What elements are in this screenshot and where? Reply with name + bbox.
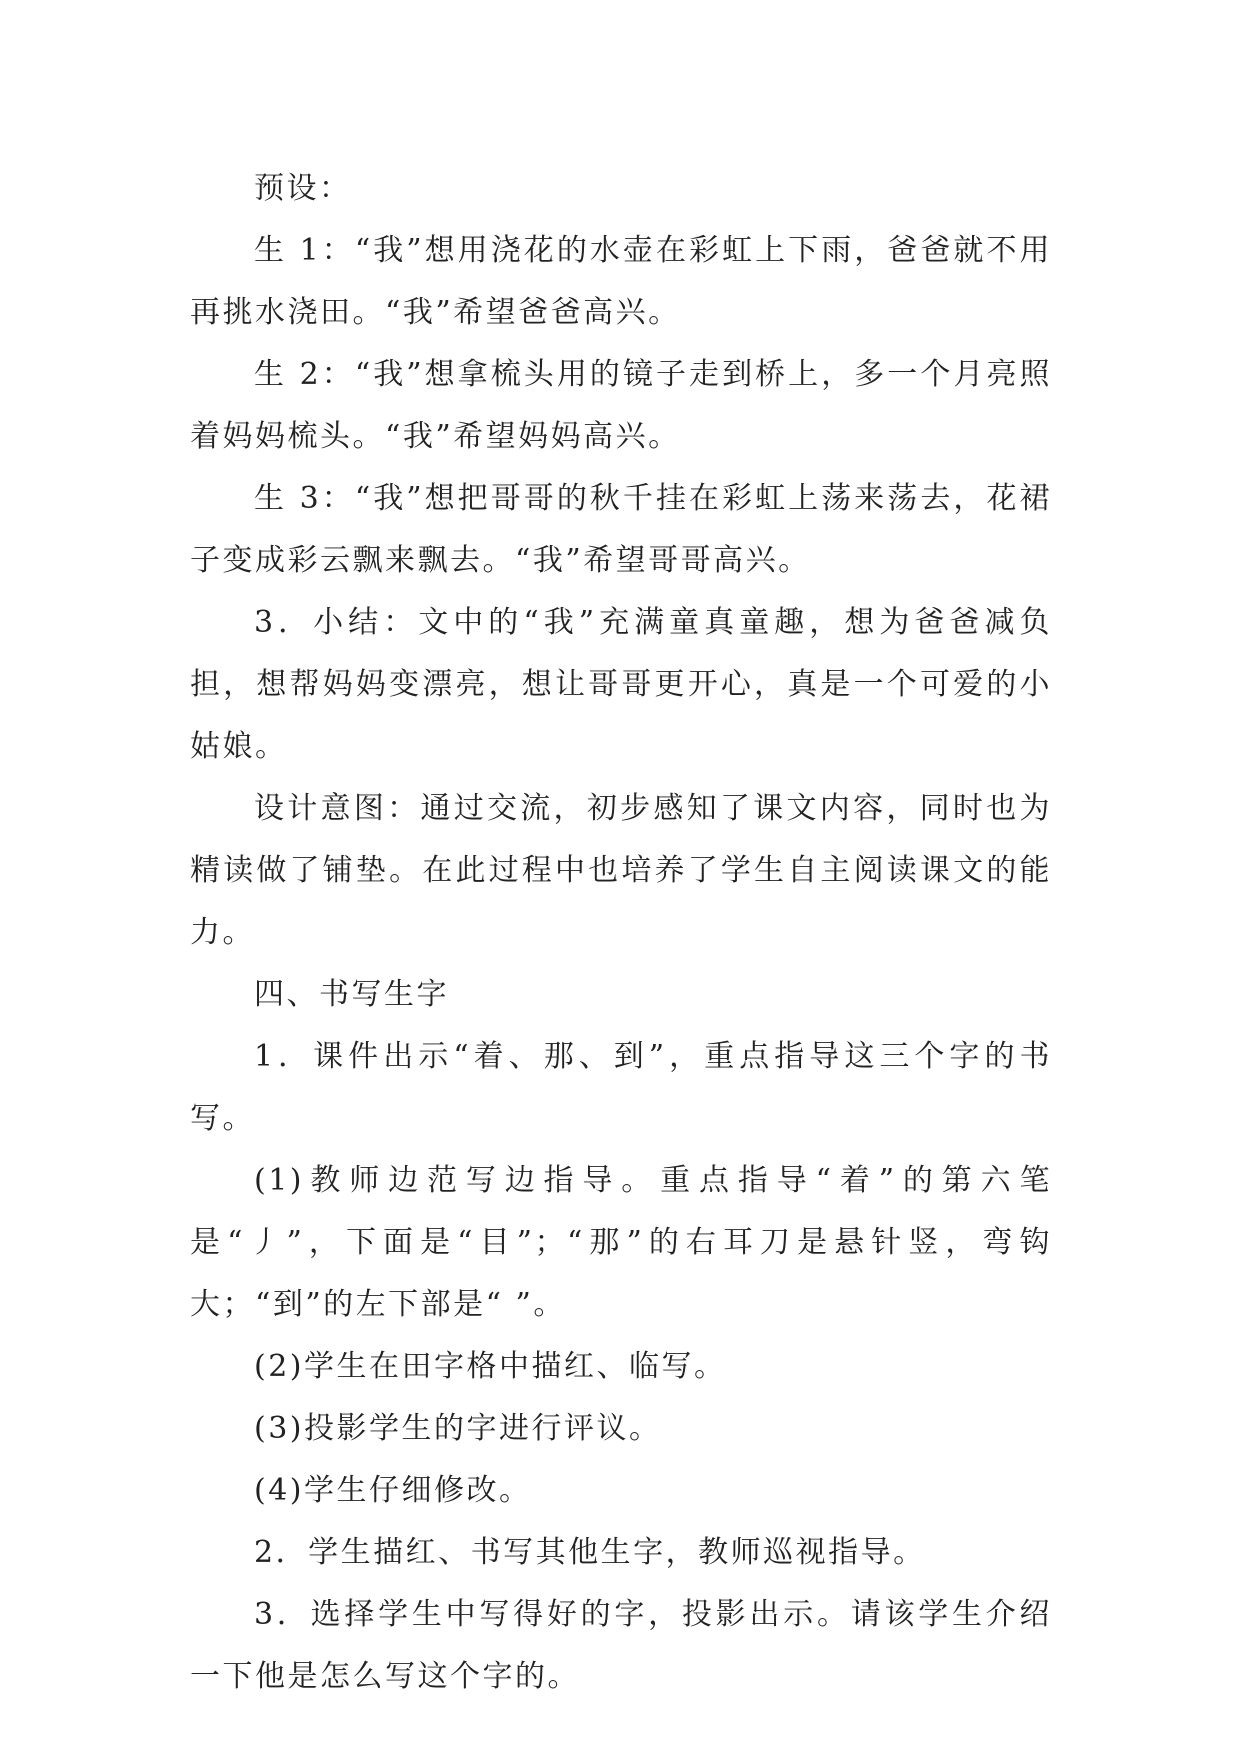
document-body xyxy=(190,158,1052,1708)
paragraph-student-3: 生 3：“我”想把哥哥的秋千挂在彩虹上荡来荡去，花裙子变成彩云飘来飘去。“我”希望哥哥高兴。 xyxy=(190,481,1052,578)
section-heading-writing: 四、书写生字 xyxy=(254,977,449,1012)
paragraph-step-2: 2．学生描红、书写其他生字，教师巡视指导。 xyxy=(254,1535,926,1570)
paragraph-substep-3: (3)投影学生的字进行评议。 xyxy=(254,1411,662,1446)
paragraph-student-1: 生 1：“我”想用浇花的水壶在彩虹上下雨，爸爸就不用再挑水浇田。“我”希望爸爸高兴。 xyxy=(190,233,1052,330)
paragraph-substep-2: (2)学生在田字格中描红、临写。 xyxy=(254,1349,727,1384)
paragraph-student-2: 生 2：“我”想拿梳头用的镜子走到桥上，多一个月亮照着妈妈梳头。“我”希望妈妈高兴。 xyxy=(190,357,1052,454)
paragraph-design-intent: 设计意图：通过交流，初步感知了课文内容，同时也为精读做了铺垫。在此过程中也培养了学生自主阅读课文的能力。 xyxy=(190,791,1052,950)
paragraph-preset-heading: 预设： xyxy=(254,171,352,206)
paragraph-summary: 3．小结：文中的“我”充满童真童趣，想为爸爸减负担，想帮妈妈变漂亮，想让哥哥更开心，真是一个可爱的小姑娘。 xyxy=(190,605,1052,764)
paragraph-substep-1: (1)教师边范写边指导。重点指导“着”的第六笔是“丿”，下面是“目”；“那”的右耳刀是悬针竖，弯钩大；“到”的左下部是“ ”。 xyxy=(190,1163,1052,1322)
paragraph-step-3: 3．选择学生中写得好的字，投影出示。请该学生介绍一下他是怎么写这个字的。 xyxy=(190,1597,1052,1694)
paragraph-substep-4: (4)学生仔细修改。 xyxy=(254,1473,532,1508)
paragraph-step-1: 1．课件出示“着、那、到”，重点指导这三个字的书写。 xyxy=(190,1039,1052,1136)
